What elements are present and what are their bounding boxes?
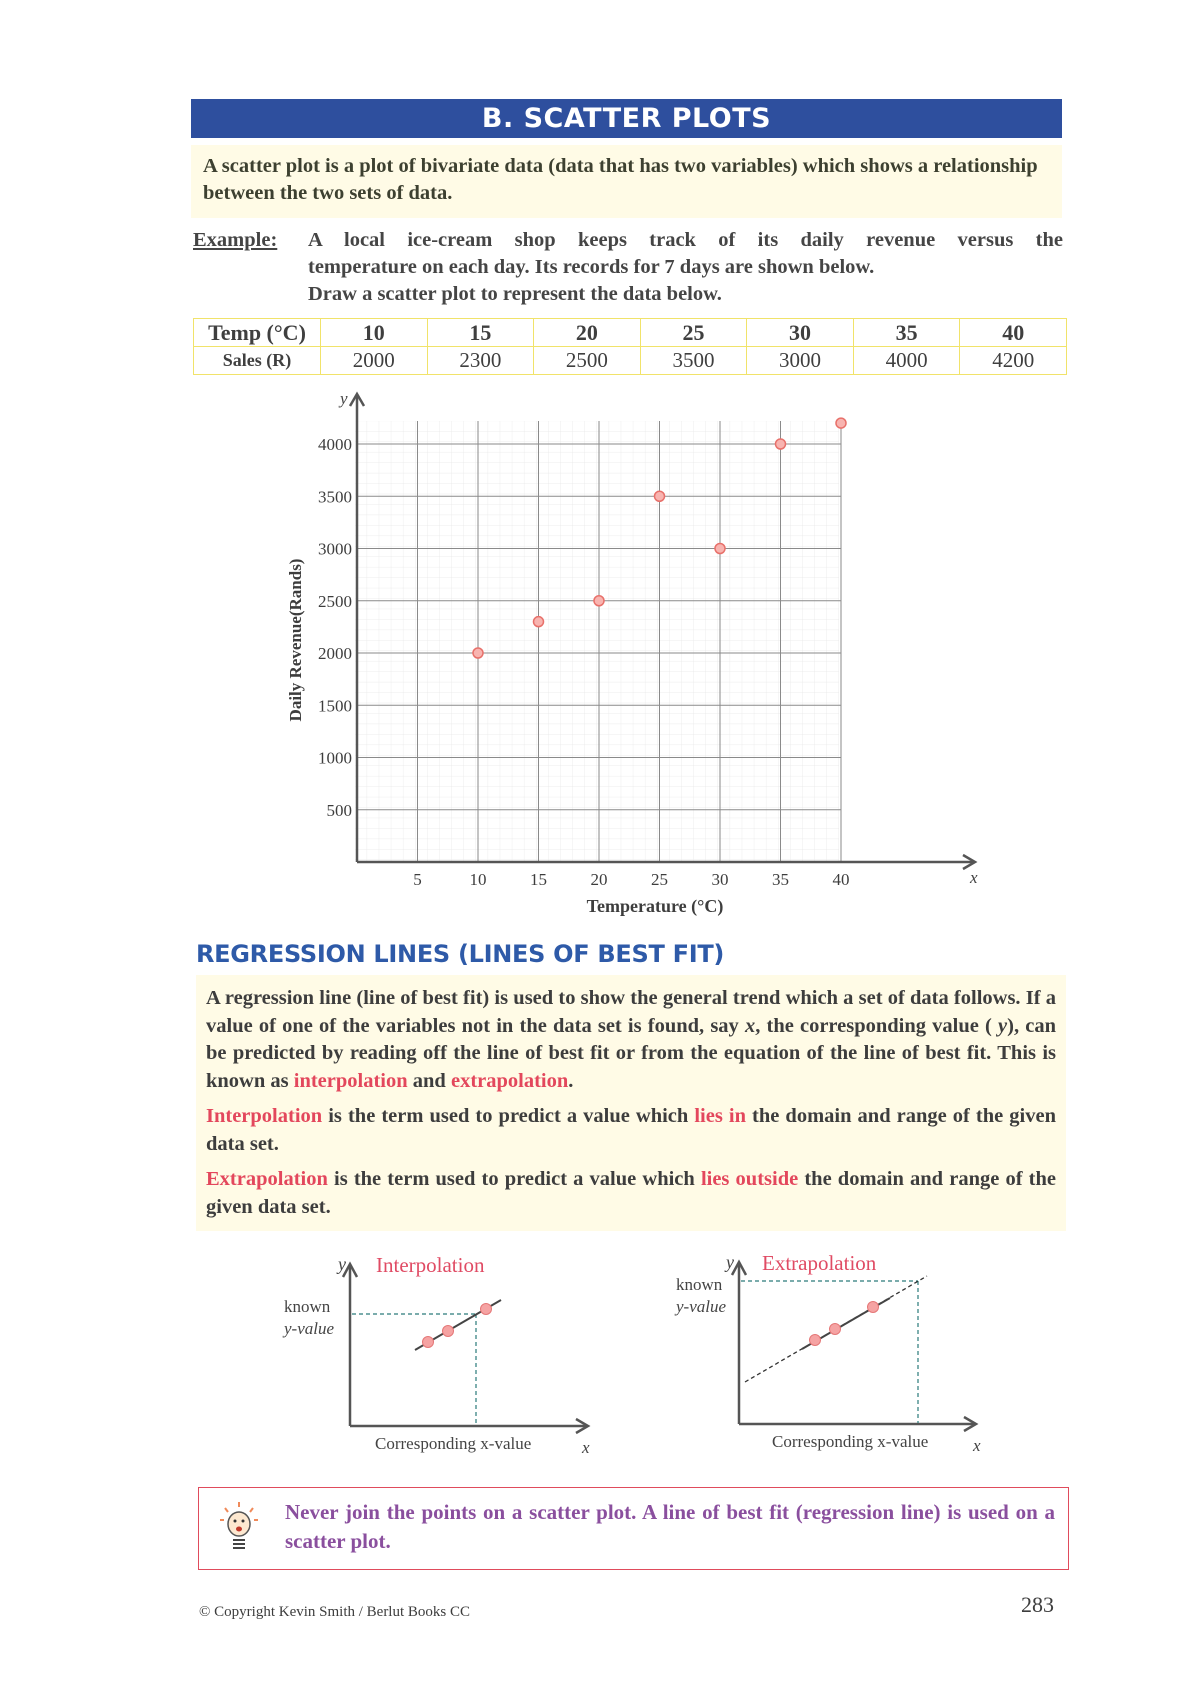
cell: 40 bbox=[960, 319, 1067, 347]
extrapolation-definition: Extrapolation is the term used to predict a value which lies outside the domain and range of the given data set. bbox=[206, 1168, 1056, 1218]
page-number: 283 bbox=[1021, 1592, 1054, 1617]
y-axis-symbol: y bbox=[340, 389, 348, 408]
extrapolation-diagram bbox=[660, 1250, 1000, 1470]
svg-text:y: y bbox=[338, 1254, 346, 1274]
data-point bbox=[715, 544, 725, 554]
svg-text:known: known bbox=[284, 1297, 331, 1316]
extrapolation-title: Extrapolation bbox=[762, 1251, 877, 1275]
interpolation-term: interpolation bbox=[293, 1069, 408, 1092]
x-axis-label: Temperature (°C) bbox=[586, 896, 724, 916]
copyright: © Copyright Kevin Smith / Berlut Books CC bbox=[199, 1604, 470, 1620]
y-tick-label: 2000 bbox=[318, 644, 352, 663]
cell: 3000 bbox=[747, 347, 854, 375]
interpolation-diagram bbox=[270, 1250, 610, 1470]
x-tick-label: 5 bbox=[413, 870, 422, 889]
example-line-3: Draw a scatter plot to represent the data below. bbox=[308, 283, 722, 305]
svg-text:known: known bbox=[676, 1275, 723, 1294]
x-tick-label: 30 bbox=[711, 870, 729, 889]
cell: 10 bbox=[321, 319, 428, 347]
cell: 2300 bbox=[427, 347, 534, 375]
svg-text:Corresponding x-value: Corresponding x-value bbox=[375, 1434, 532, 1453]
svg-text:y-value: y-value bbox=[284, 1319, 335, 1338]
y-tick-label: 3000 bbox=[318, 539, 352, 559]
section-title: B. SCATTER PLOTS bbox=[481, 103, 772, 134]
x-axis-symbol: x bbox=[970, 868, 978, 887]
cell: 15 bbox=[427, 319, 534, 347]
cell: 2500 bbox=[534, 347, 641, 375]
data-point bbox=[473, 648, 483, 658]
y-axis-label: Daily Revenue(Rands) bbox=[286, 558, 305, 722]
regression-info-box bbox=[196, 975, 1066, 1231]
x-tick-labels bbox=[413, 870, 849, 889]
example-line-2: temperature on each day. Its records for 7 days are shown below. bbox=[308, 256, 875, 278]
data-point bbox=[776, 439, 786, 449]
extrapolation-term: extrapolation bbox=[450, 1069, 569, 1092]
definition-text: A scatter plot is a plot of bivariate data (data that has two variables) which shows a relationship between the two sets of data. bbox=[203, 155, 1038, 204]
cell: 4200 bbox=[960, 347, 1067, 375]
cell: 35 bbox=[853, 319, 960, 347]
svg-text:y: y bbox=[726, 1252, 734, 1272]
x-tick-label: 35 bbox=[772, 870, 789, 889]
x-tick-label: 15 bbox=[530, 870, 547, 889]
y-tick-label: 2500 bbox=[318, 591, 352, 611]
svg-text:Corresponding x-value: Corresponding x-value bbox=[772, 1432, 929, 1451]
cell: 25 bbox=[640, 319, 747, 347]
svg-text:x: x bbox=[973, 1436, 981, 1455]
data-point bbox=[655, 491, 665, 501]
y-tick-label: 3500 bbox=[318, 487, 352, 507]
data-point bbox=[594, 596, 604, 606]
interpolation-title: Interpolation bbox=[376, 1253, 485, 1277]
x-tick-label: 20 bbox=[590, 870, 608, 889]
regression-heading: REGRESSION LINES (LINES OF BEST FIT) bbox=[196, 940, 725, 968]
cell: 20 bbox=[534, 319, 641, 347]
y-tick-label: 1500 bbox=[318, 696, 352, 716]
row-header-temp: Temp (°C) bbox=[194, 319, 321, 347]
y-tick-label: 500 bbox=[326, 800, 352, 820]
data-point bbox=[534, 617, 544, 627]
x-tick-label: 40 bbox=[832, 870, 850, 889]
tip-box bbox=[198, 1487, 1069, 1570]
svg-text:x: x bbox=[582, 1438, 590, 1457]
cell: 30 bbox=[747, 319, 854, 347]
cell: 2000 bbox=[321, 347, 428, 375]
chart-grid bbox=[355, 421, 841, 862]
cell: 4000 bbox=[853, 347, 960, 375]
tip-text: Never join the points on a scatter plot. A line of best fit (regression line) is used on a scatter plot. bbox=[285, 1500, 1055, 1553]
cell: 3500 bbox=[640, 347, 747, 375]
y-tick-label: 4000 bbox=[318, 435, 352, 454]
y-tick-labels bbox=[318, 435, 352, 820]
data-point bbox=[836, 418, 846, 428]
svg-text:y-value: y-value bbox=[676, 1297, 727, 1316]
x-tick-label: 25 bbox=[651, 870, 668, 889]
lightbulb-warning-icon bbox=[219, 1500, 259, 1560]
x-tick-label: 10 bbox=[469, 870, 487, 889]
row-header-sales: Sales (R) bbox=[194, 347, 321, 375]
interpolation-definition: Interpolation is the term used to predict a value which lies in the domain and range of the given data set. bbox=[206, 1105, 1056, 1155]
regression-paragraph: A regression line (line of best fit) is used to show the general trend which a set of data follows. If a value of one of the variables not in the data set is found, say x, the corresponding value ( y), can be predicted by reading off the line of best fit or from the equation of the line of best fit. This is known as interpolation and extrapolation. bbox=[206, 987, 1057, 1092]
example-label: Example: bbox=[193, 229, 278, 251]
y-tick-label: 1000 bbox=[318, 748, 352, 768]
example-line-1: A local ice-cream shop keeps track of its daily revenue versus the bbox=[308, 229, 1063, 251]
